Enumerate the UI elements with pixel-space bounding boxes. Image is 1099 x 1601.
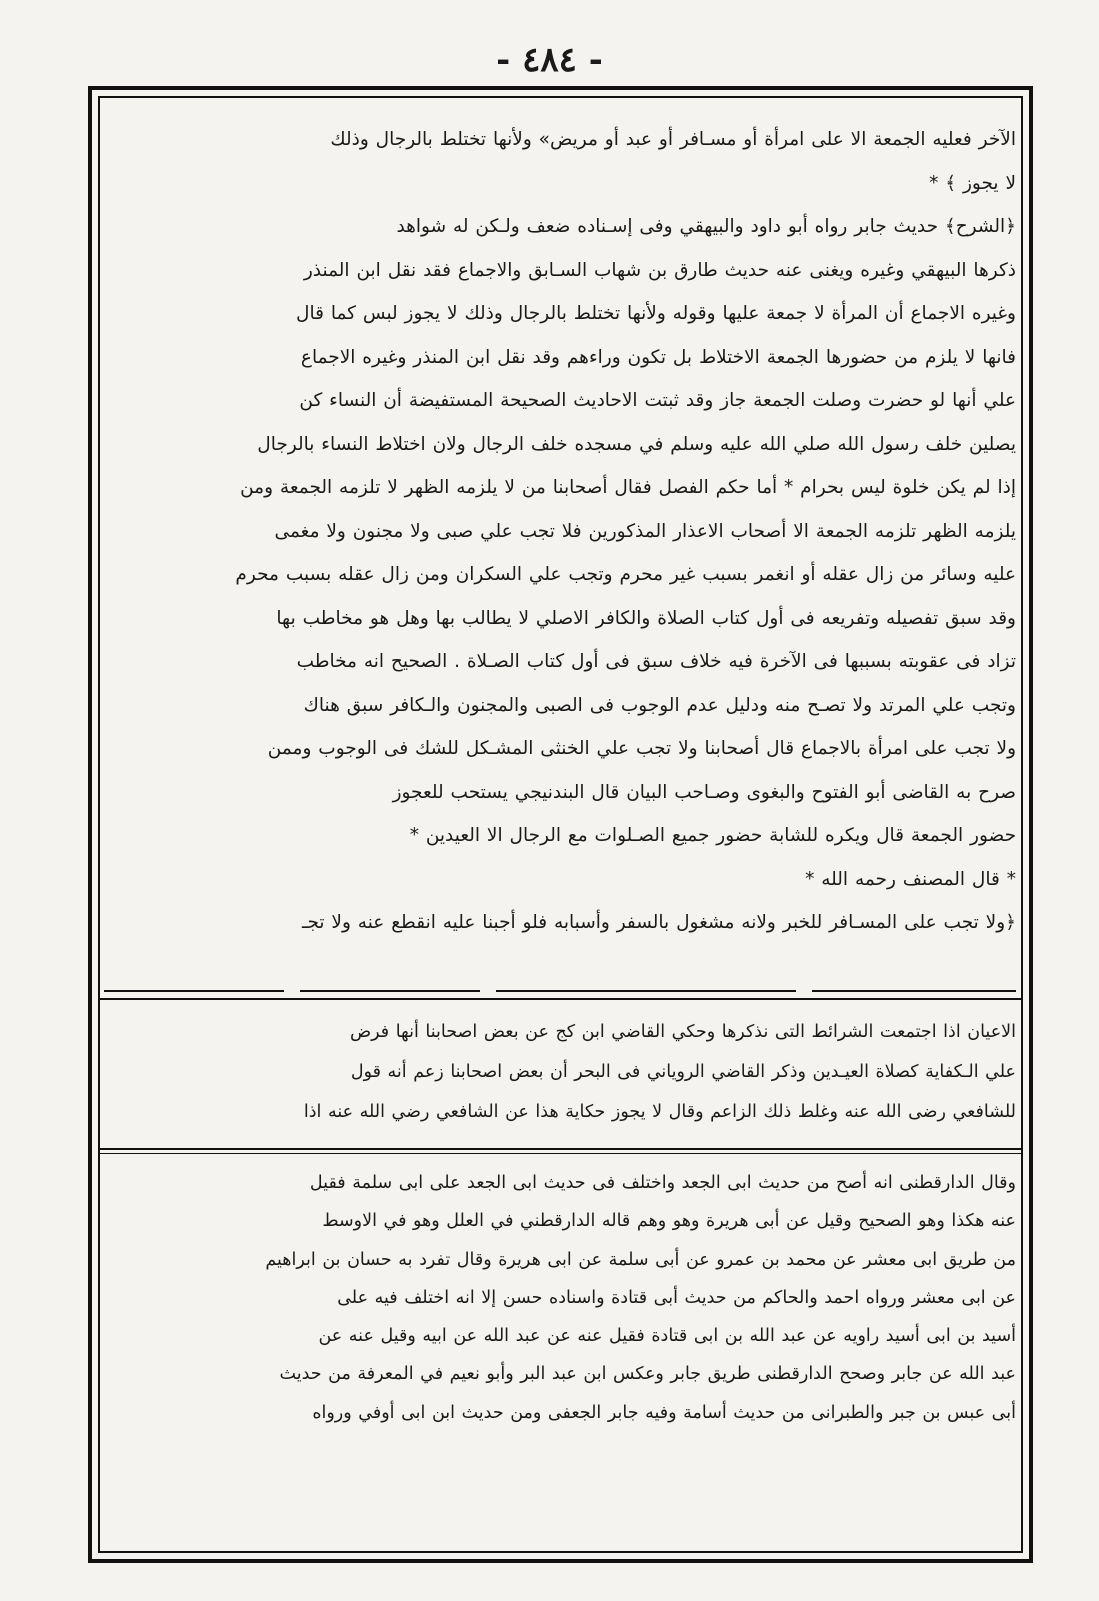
note-line: عبد الله عن جابر وصحح الدارقطنى طريق جابر وعكس ابن عبد البر وأبو نعيم في المعرفة من حديث — [279, 1364, 1016, 1385]
separator-rule — [104, 990, 284, 992]
main-line: صرح به القاضى أبو الفتوح والبغوى وصـاحب البيان قال البندنيجي يستحب للعجوز — [392, 781, 1016, 803]
note-line: للشافعي رضى الله عنه وغلط ذلك الزاعم وقال لا يجوز حكاية هذا عن الشافعي رضي الله عنه اذا — [303, 1102, 1016, 1122]
main-line: وتجب علي المرتد ولا تصـح منه ودليل عدم الوجوب فى الصبى والمجنون والـكافر سبق هناك — [303, 694, 1016, 716]
main-line: فانها لا يلزم من حضورها الجمعة الاختلاط بل تكون وراءهم وقد نقل ابن المنذر وغيره الاجماع — [300, 346, 1016, 368]
separator-line — [98, 998, 1023, 1000]
notes-section-2 — [104, 1164, 1016, 1550]
main-line: ﴿الشرح﴾ حديث جابر رواه أبو داود والبيهقي وفى إسـناده ضعف ولـكن له شواهد — [396, 216, 1016, 237]
note-line: علي الـكفاية كصلاة العيـدين وذكر القاضي الروياني فى البحر أن بعض اصحابنا زعم أنه قول — [350, 1062, 1016, 1082]
main-line: ﴿ولا تجب على المسـافر للخبر ولانه مشغول بالسفر وأسبابه فلو أجبنا عليه انقطع عنه ولا تجـ — [302, 912, 1016, 933]
separator-rule — [496, 990, 796, 992]
note-line: وقال الدارقطنى انه أصح من حديث ابى الجعد واختلف فى حديث ابى الجعد على ابى سلمة فقيل — [309, 1173, 1016, 1193]
separator-line — [98, 1153, 1023, 1154]
separator-rule — [812, 990, 1016, 992]
main-line: تزاد فى عقوبته بسببها فى الآخرة فيه خلاف سبق فى أول كتاب الصـلاة . الصحيح انه مخاطب — [296, 651, 1016, 672]
separator-rule — [300, 990, 480, 992]
main-line: حضور الجمعة قال ويكره للشابة حضور جميع الصـلوات مع الرجال الا العيدين * — [409, 825, 1016, 846]
note-line: أبى عبس بن جبر والطبرانى من حديث أسامة وفيه جابر الجعفى ومن حديث ابن ابى أوفي ورواه — [312, 1402, 1016, 1423]
note-line: من طريق ابى معشر عن محمد بن عمرو عن أبى سلمة عن ابى هريرة وقال تفرد به حسان بن ابراهيم — [265, 1249, 1016, 1270]
notes-section-1 — [104, 1012, 1016, 1142]
main-line: * قال المصنف رحمه الله * — [805, 868, 1016, 890]
main-line: ولا تجب على امرأة بالاجماع قال أصحابنا ولا تجب علي الخنثى المشـكل للشك فى الوجوب وممن — [267, 738, 1016, 759]
note-line: عنه هكذا وهو الصحيح وقيل عن أبى هريرة وهو وهم قاله الدارقطني في العلل وهو في الاوسط — [322, 1211, 1016, 1232]
main-line: ذكرها البيهقي وغيره ويغنى عنه حديث طارق بن شهاب السـابق والاجماع فقد نقل ابن المنذر — [303, 259, 1016, 281]
page-number: - ٤٨٤ - — [496, 40, 603, 80]
main-line: عليه وسائر من زال عقله أو انغمر بسبب غير محرم وتجب علي السكران ومن زال عقله بسبب محرم — [235, 564, 1016, 585]
main-line: وغيره الاجماع أن المرأة لا جمعة عليها وقوله ولأنها تختلط بالرجال وذلك لا يجوز لبس كما قال — [296, 303, 1016, 324]
main-text — [104, 118, 1016, 988]
main-line: وقد سبق تفصيله وتفريعه فى أول كتاب الصلاة والكافر الاصلي لا يطالب بها وهل هو مخاطب بها — [276, 607, 1016, 629]
main-line: الآخر فعليه الجمعة الا على امرأة أو مسـافر أو عبد أو مريض» ولأنها تختلط بالرجال وذلك — [330, 129, 1016, 150]
note-line: أسيد بن ابى أسيد راويه عن عبد الله بن ابى قتادة فقيل عنه عن عبد الله عن ابيه وقيل عنه عن — [318, 1326, 1016, 1347]
main-line: يلزمه الظهر تلزمه الجمعة الا أصحاب الاعذار المذكورين فلا تجب علي صبى ولا مجنون ولا مغمى — [274, 520, 1016, 542]
separator-line — [98, 1148, 1023, 1150]
main-line: يصلين خلف رسول الله صلي الله عليه وسلم في مسجده خلف الرجال ولان اختلاط النساء بالرجال — [257, 433, 1016, 455]
note-line: الاعيان اذا اجتمعت الشرائط التى نذكرها وحكي القاضي ابن كج عن بعض اصحابنا أنها فرض — [349, 1022, 1016, 1042]
main-line: علي أنها لو حضرت وصلت الجمعة جاز وقد ثبتت الاحاديث الصحيحة المستفيضة أن النساء كن — [299, 390, 1016, 411]
main-line: لا يجوز ﴾ * — [929, 172, 1016, 194]
note-line: عن ابى معشر ورواه احمد والحاكم من حديث أبى قتادة واسناده حسن إلا انه اختلف فيه على — [337, 1287, 1016, 1308]
main-line: إذا لم يكن خلوة ليس بحرام * أما حكم الفصل فقال أصحابنا من لا يلزمه الظهر لا تلزمه الجمعة ومن — [240, 477, 1016, 498]
